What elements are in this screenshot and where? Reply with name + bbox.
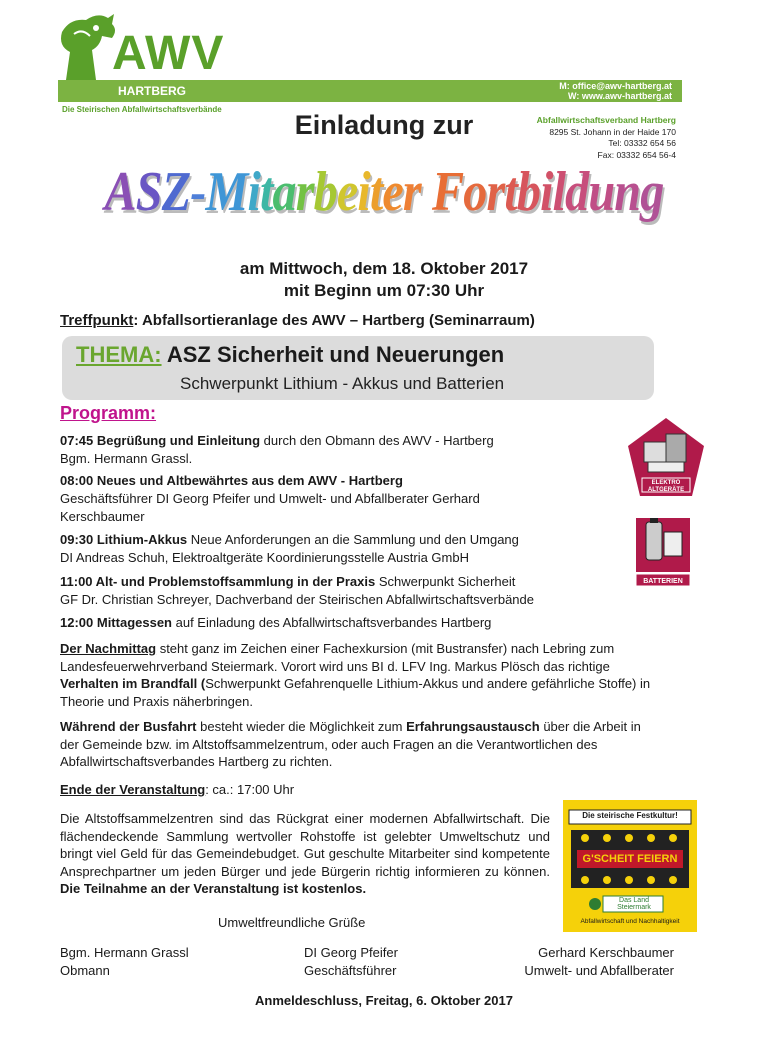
nachmittag-text-2: Schwerpunkt Gefahrenquelle Lithium-Akkus und andere gefährliche Stoffe) in Theorie und Praxis näherbringen. — [60, 676, 651, 709]
title-letter: i — [357, 161, 370, 223]
title-letter: i — [247, 161, 260, 223]
title-letter: b — [313, 161, 337, 223]
closing-paragraph — [60, 810, 550, 898]
logo-tagline: Die Steirischen Abfallwirtschaftsverbände — [62, 105, 222, 114]
event-end-text: : ca.: 17:00 Uhr — [205, 782, 295, 797]
title-letter: S — [135, 161, 162, 223]
title-letter: r — [295, 161, 314, 223]
org-tel: Tel: 03332 654 56 — [608, 138, 676, 148]
program-item — [60, 573, 640, 609]
program-item-title: 11:00 Alt- und Problemstoffsammlung in der Praxis — [60, 574, 376, 589]
signature-obmann — [60, 944, 189, 980]
svg-text:BATTERIEN: BATTERIEN — [643, 578, 683, 585]
program-item-text: Neue Anforderungen an die Sammlung und den Umgang — [187, 532, 519, 547]
registration-deadline: Anmeldeschluss, Freitag, 6. Oktober 2017 — [255, 993, 513, 1008]
thema-title — [76, 342, 504, 368]
busfahrt-text-2: über die Arbeit in der Gemeinde bzw. im Altstoffsammelzentrum, oder auch Fragen an die Verantwortlichen des Abfallwirtschaftsverbandes Hartberg zu richten. — [60, 719, 641, 769]
program-item-title: 12:00 Mittagessen — [60, 615, 172, 630]
program-item-detail: Geschäftsführer DI Georg Pfeifer und Umwelt- und Abfallberater Gerhard Kerschbaumer — [60, 491, 480, 524]
program-item-detail: Bgm. Hermann Grassl. — [60, 451, 193, 466]
thema-label: THEMA: — [76, 342, 162, 367]
busfahrt-text: besteht wieder die Möglichkeit zum — [196, 719, 407, 734]
festkultur-land-2: Steiermark — [617, 904, 651, 911]
program-item-text: durch den Obmann des AWV - Hartberg — [260, 433, 494, 448]
busfahrt-paragraph — [60, 718, 660, 771]
signature-name: DI Georg Pfeifer — [304, 945, 398, 960]
title-letter: - — [190, 161, 206, 223]
signature-name: Bgm. Hermann Grassl — [60, 945, 189, 960]
title-letter: a — [272, 161, 296, 223]
program-item — [60, 531, 620, 567]
closing-text: Die Altstoffsammelzentren sind das Rückgrat einer modernen Abfallwirtschaft. Die flächendeckende Sammlung wertvoller Rohstoffe ist gelebter Umweltschutz und bringt viel Geld für das Gemeindebudget. Gut geschulte Mitarbeiter sind kompetente Ansprechpartner um jeden Bürger und jede Bürgerin richtig informieren zu können. — [60, 811, 550, 879]
festkultur-top: Die steirische Festkultur! — [582, 811, 678, 820]
title-letter: d — [565, 161, 589, 223]
event-end — [60, 781, 660, 799]
signature-name: Gerhard Kerschbaumer — [538, 945, 674, 960]
title-letter: t — [504, 161, 517, 223]
programm-heading: Programm: — [60, 403, 157, 423]
batterien-icon — [628, 512, 698, 588]
elektro-altgeraete-icon — [626, 416, 706, 502]
program-item-detail: GF Dr. Christian Schreyer, Dachverband der Steirischen Abfallwirtschaftsverbände — [60, 592, 534, 607]
treffpunkt-label: Treffpunkt — [60, 312, 134, 329]
title-letter: M — [205, 161, 248, 223]
festkultur-main: G'SCHEIT FEIERN — [582, 853, 678, 865]
closing-bold: Die Teilnahme an der Veranstaltung ist kostenlos. — [60, 881, 367, 896]
signature-gf — [304, 944, 398, 980]
title-letter: n — [614, 161, 641, 223]
logo-text: AWV — [112, 27, 225, 80]
program-item — [60, 472, 560, 526]
signature-role: Umwelt- und Abfallberater — [524, 963, 674, 978]
festkultur-land — [605, 897, 663, 911]
busfahrt-bold-2: Erfahrungsaustausch — [406, 719, 540, 734]
title-letter: g — [640, 161, 664, 223]
nachmittag-bold: Verhalten im Brandfall ( — [60, 676, 206, 691]
event-end-label: Ende der Veranstaltung — [60, 782, 206, 797]
signature-berater — [494, 944, 674, 980]
title-letter: e — [382, 161, 403, 223]
title-letter: b — [516, 161, 541, 223]
title-letter: r — [486, 161, 505, 223]
thema-text: ASZ Sicherheit und Neuerungen — [161, 342, 505, 367]
treffpunkt — [60, 312, 535, 329]
busfahrt-bold: Während der Busfahrt — [60, 719, 197, 734]
program-item-detail: DI Andreas Schuh, Elektroaltgeräte Koordinierungsstelle Austria GmbH — [60, 550, 469, 565]
org-fax: Fax: 03332 654 56-4 — [597, 149, 676, 160]
nachmittag-paragraph — [60, 640, 660, 710]
header-email[interactable]: M: office@awv-hartberg.at — [559, 81, 672, 91]
nachmittag-label: Der Nachmittag — [60, 641, 157, 656]
org-name: Abfallwirtschaftsverband Hartberg — [536, 115, 676, 125]
title-letter: A — [104, 161, 136, 223]
festkultur-land-1: Das Land — [619, 897, 649, 904]
program-item-text: Schwerpunkt Sicherheit — [375, 574, 516, 589]
festkultur-logo — [563, 800, 697, 932]
event-date: am Mittwoch, dem 18. Oktober 2017 — [239, 259, 529, 278]
invite-heading: Einladung zur — [294, 110, 474, 140]
event-title — [54, 160, 714, 224]
festkultur-bottom: Abfallwirtschaft und Nachhaltigkeit — [580, 918, 680, 925]
title-letter: r — [402, 161, 421, 223]
title-letter: Z — [161, 161, 191, 223]
svg-text:ELEKTRO: ELEKTRO — [651, 480, 681, 486]
title-letter: F — [431, 161, 464, 223]
title-letter: u — [588, 161, 615, 223]
greeting: Umweltfreundliche Grüße — [218, 915, 366, 930]
program-item — [60, 614, 640, 632]
title-letter: o — [463, 161, 487, 223]
title-letter: t — [369, 161, 383, 223]
logo-region: HARTBERG — [118, 84, 186, 98]
signature-role: Geschäftsführer — [304, 963, 397, 978]
header-web[interactable]: W: www.awv-hartberg.at — [567, 91, 672, 101]
event-start: mit Beginn um 07:30 Uhr — [283, 281, 485, 300]
title-letter: i — [540, 161, 553, 223]
program-item-text: auf Einladung des Abfallwirtschaftsverbandes Hartberg — [172, 615, 492, 630]
treffpunkt-text: : Abfallsortieranlage des AWV – Hartberg (Seminarraum) — [133, 312, 535, 329]
header-contact — [559, 81, 672, 101]
org-street: 8295 St. Johann in der Haide 170 — [549, 126, 676, 137]
program-item-title: 08:00 Neues und Altbewährtes aus dem AWV - Hartberg — [60, 473, 403, 488]
title-letter: t — [259, 161, 273, 223]
program-item-title: 09:30 Lithium-Akkus — [60, 532, 188, 547]
svg-text:ALTGERÄTE: ALTGERÄTE — [647, 487, 685, 493]
program-item-title: 07:45 Begrüßung und Einleitung — [60, 433, 261, 448]
signature-role: Obmann — [60, 963, 110, 978]
thema-subtitle: Schwerpunkt Lithium - Akkus und Batterien — [180, 374, 505, 393]
title-letter: l — [552, 161, 566, 223]
nachmittag-text: steht ganz im Zeichen einer Fachexkursion (mit Bustransfer) nach Lebring zum Landesfeuerwehrverband Steiermark. Vorort wird uns BI d. LFV Ing. Markus Plösch das richtige — [60, 641, 615, 674]
title-letter — [421, 161, 432, 223]
title-letter: e — [336, 161, 358, 223]
program-item — [60, 432, 620, 468]
